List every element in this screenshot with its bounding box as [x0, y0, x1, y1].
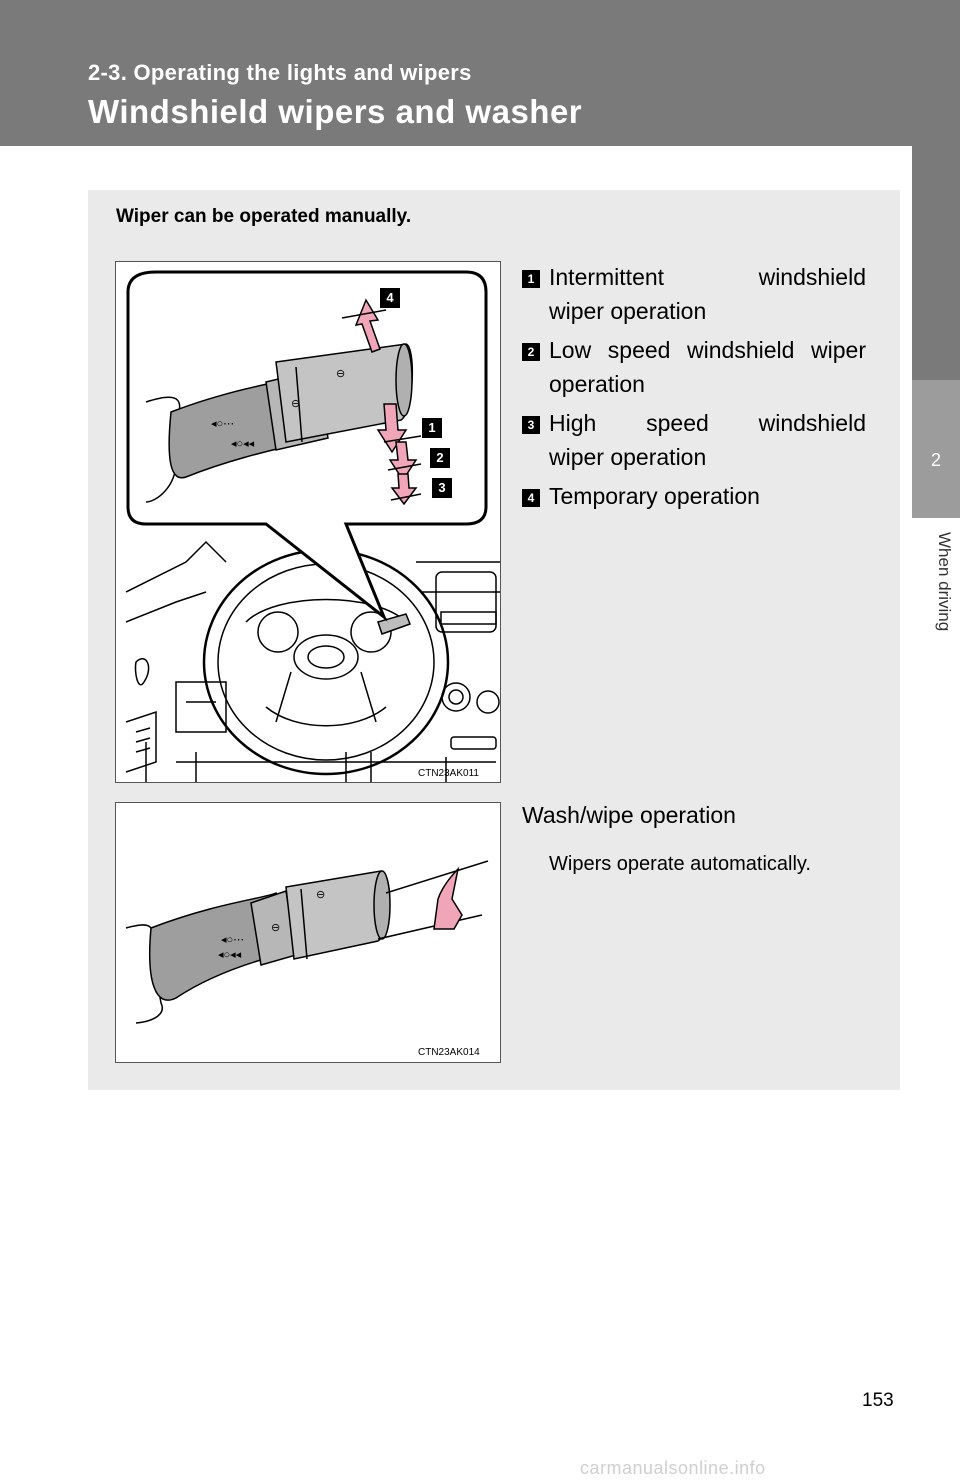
wash-wipe-title: Wash/wipe operation	[522, 802, 736, 828]
intro-text: Wiper can be operated manually.	[116, 206, 412, 227]
page-number: 153	[862, 1390, 894, 1411]
callout-1: 1	[422, 418, 442, 438]
list-item	[522, 406, 866, 474]
side-tab-top	[912, 0, 960, 380]
svg-text:⊖: ⊖	[291, 398, 301, 410]
item-text-line2: operation	[549, 371, 645, 397]
svg-text:⊖: ⊖	[271, 922, 281, 934]
svg-text:◂○⋯: ◂○⋯	[211, 418, 235, 430]
figure-code: CTN23AK014	[418, 1047, 480, 1058]
item-text-line2: wiper operation	[549, 444, 707, 470]
svg-text:⊖: ⊖	[336, 368, 346, 380]
list-item	[522, 260, 866, 328]
side-tab-chapter-label: When driving	[935, 532, 954, 632]
section-label: 2-3. Operating the lights and wipers	[88, 60, 472, 85]
wiper-lever-figure	[115, 261, 501, 783]
svg-text:◂○⋯: ◂○⋯	[221, 934, 245, 946]
svg-text:◂○◂◂: ◂○◂◂	[218, 949, 242, 961]
item-text-line1: Temporary operation	[549, 483, 760, 509]
page-title: Windshield wipers and washer	[88, 93, 583, 130]
side-tab-chapter-number: 2	[912, 380, 960, 518]
item-text-line1: Low speed windshield wiper	[549, 337, 866, 363]
callout-3: 3	[432, 478, 452, 498]
wash-wipe-figure	[115, 802, 501, 1063]
item-text-line1: High speed windshield	[549, 410, 866, 436]
wiper-lever-illustration	[116, 262, 500, 782]
wash-wipe-illustration	[116, 803, 500, 1062]
item-text-line1: Intermittent windshield	[549, 264, 866, 290]
wash-wipe-description: Wipers operate automatically.	[549, 853, 811, 875]
svg-text:⊖: ⊖	[316, 889, 326, 901]
list-item	[522, 333, 866, 401]
figure-code: CTN23AK011	[418, 768, 479, 779]
item-number-badge: 2	[522, 343, 540, 361]
list-item	[522, 479, 866, 513]
item-number-badge: 1	[522, 270, 540, 288]
item-text-line2: wiper operation	[549, 298, 707, 324]
item-number-badge: 3	[522, 416, 540, 434]
item-number-badge: 4	[522, 489, 540, 507]
callout-4: 4	[380, 288, 400, 308]
callout-2: 2	[430, 448, 450, 468]
footer-watermark: carmanualsonline.info	[580, 1458, 766, 1478]
svg-text:◂○◂◂: ◂○◂◂	[231, 438, 255, 450]
